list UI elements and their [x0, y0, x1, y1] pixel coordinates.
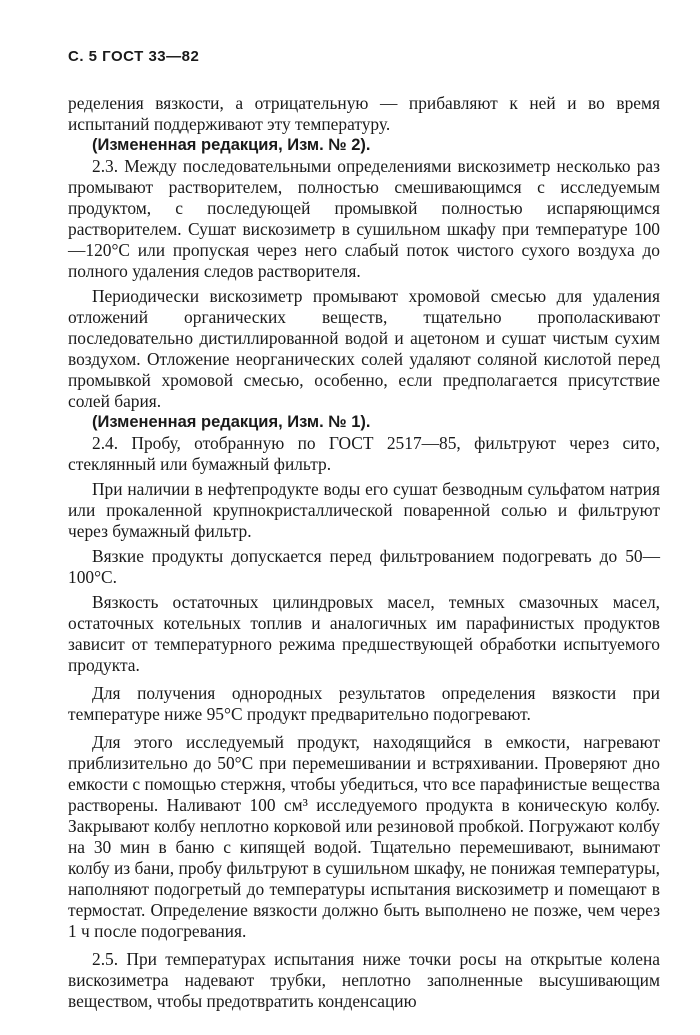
clause-2-4-viscous: Вязкие продукты допускается перед фильтрованием подогревать до 50—100°С.: [68, 546, 660, 587]
amendment-note-2: (Измененная редакция, Изм. № 2).: [92, 136, 371, 154]
clause-2-4-residual: Вязкость остаточных цилиндровых масел, темных смазочных масел, остаточных котельных топлив и аналогичных им парафинистых продуктов зависит от температурного режима предшествующей обработки испытуемого продукта.: [68, 592, 660, 675]
clause-2-4: 2.4. Пробу, отобранную по ГОСТ 2517—85, фильтруют через сито, стеклянный или бумажный фильтр.: [68, 433, 660, 474]
document-page: [68, 48, 660, 1012]
clause-2-3: 2.3. Между последовательными определениями вискозиметр несколько раз промывают растворителем, полностью смешивающимся с исследуемым продуктом, с последующей промывкой полностью испаряющимся растворителем. Сушат вискозиметр в сушильном шкафу при температуре 100—120°С или пропуская через него слабый поток чистого сухого воздуха до полного удаления следов растворителя.: [68, 156, 660, 281]
clause-2-5: 2.5. При температурах испытания ниже точки росы на открытые колена вискозиметра надевают трубки, неплотно заполненные высушивающим веществом, чтобы предотвратить конденсацию: [68, 949, 660, 1011]
paragraph-continuation: ределения вязкости, а отрицательную — прибавляют к ней и во время испытаний поддерживают эту температуру.: [68, 93, 660, 134]
page-header: С. 5 ГОСТ 33—82: [68, 48, 200, 65]
clause-2-4-water: При наличии в нефтепродукте воды его сушат безводным сульфатом натрия или прокаленной крупнокристаллической поваренной солью и фильтруют через бумажный фильтр.: [68, 479, 660, 541]
clause-2-4-preheat: Для получения однородных результатов определения вязкости при температуре ниже 95°С продукт предварительно подогревают.: [68, 683, 660, 724]
clause-2-3-cleaning: Периодически вискозиметр промывают хромовой смесью для удаления отложений органических веществ, тщательно прополаскивают последовательно дистиллированной водой и ацетоном и сушат чистым сухим воздухом. Отложение неорганических солей удаляют соляной кислотой перед промывкой хромовой смесью, особенно, если предполагается присутствие солей бария.: [68, 286, 660, 411]
amendment-note-1: (Измененная редакция, Изм. № 1).: [92, 413, 371, 431]
clause-2-4-procedure: Для этого исследуемый продукт, находящийся в емкости, нагревают приблизительно до 50°С при перемешивании и встряхивании. Проверяют дно емкости с помощью стержня, чтобы убедиться, что все парафинистые вещества растворены. Наливают 100 см³ исследуемого продукта в коническую колбу. Закрывают колбу неплотно корковой или резиновой пробкой. Погружают колбу на 30 мин в баню с кипящей водой. Тщательно перемешивают, вынимают колбу из бани, пробу фильтруют в сушильном шкафу, не понижая температуры, наполняют подогретый до температуры испытания вискозиметр и помещают в термостат. Определение вязкости должно быть выполнено не позже, чем через 1 ч после подогревания.: [68, 732, 660, 941]
